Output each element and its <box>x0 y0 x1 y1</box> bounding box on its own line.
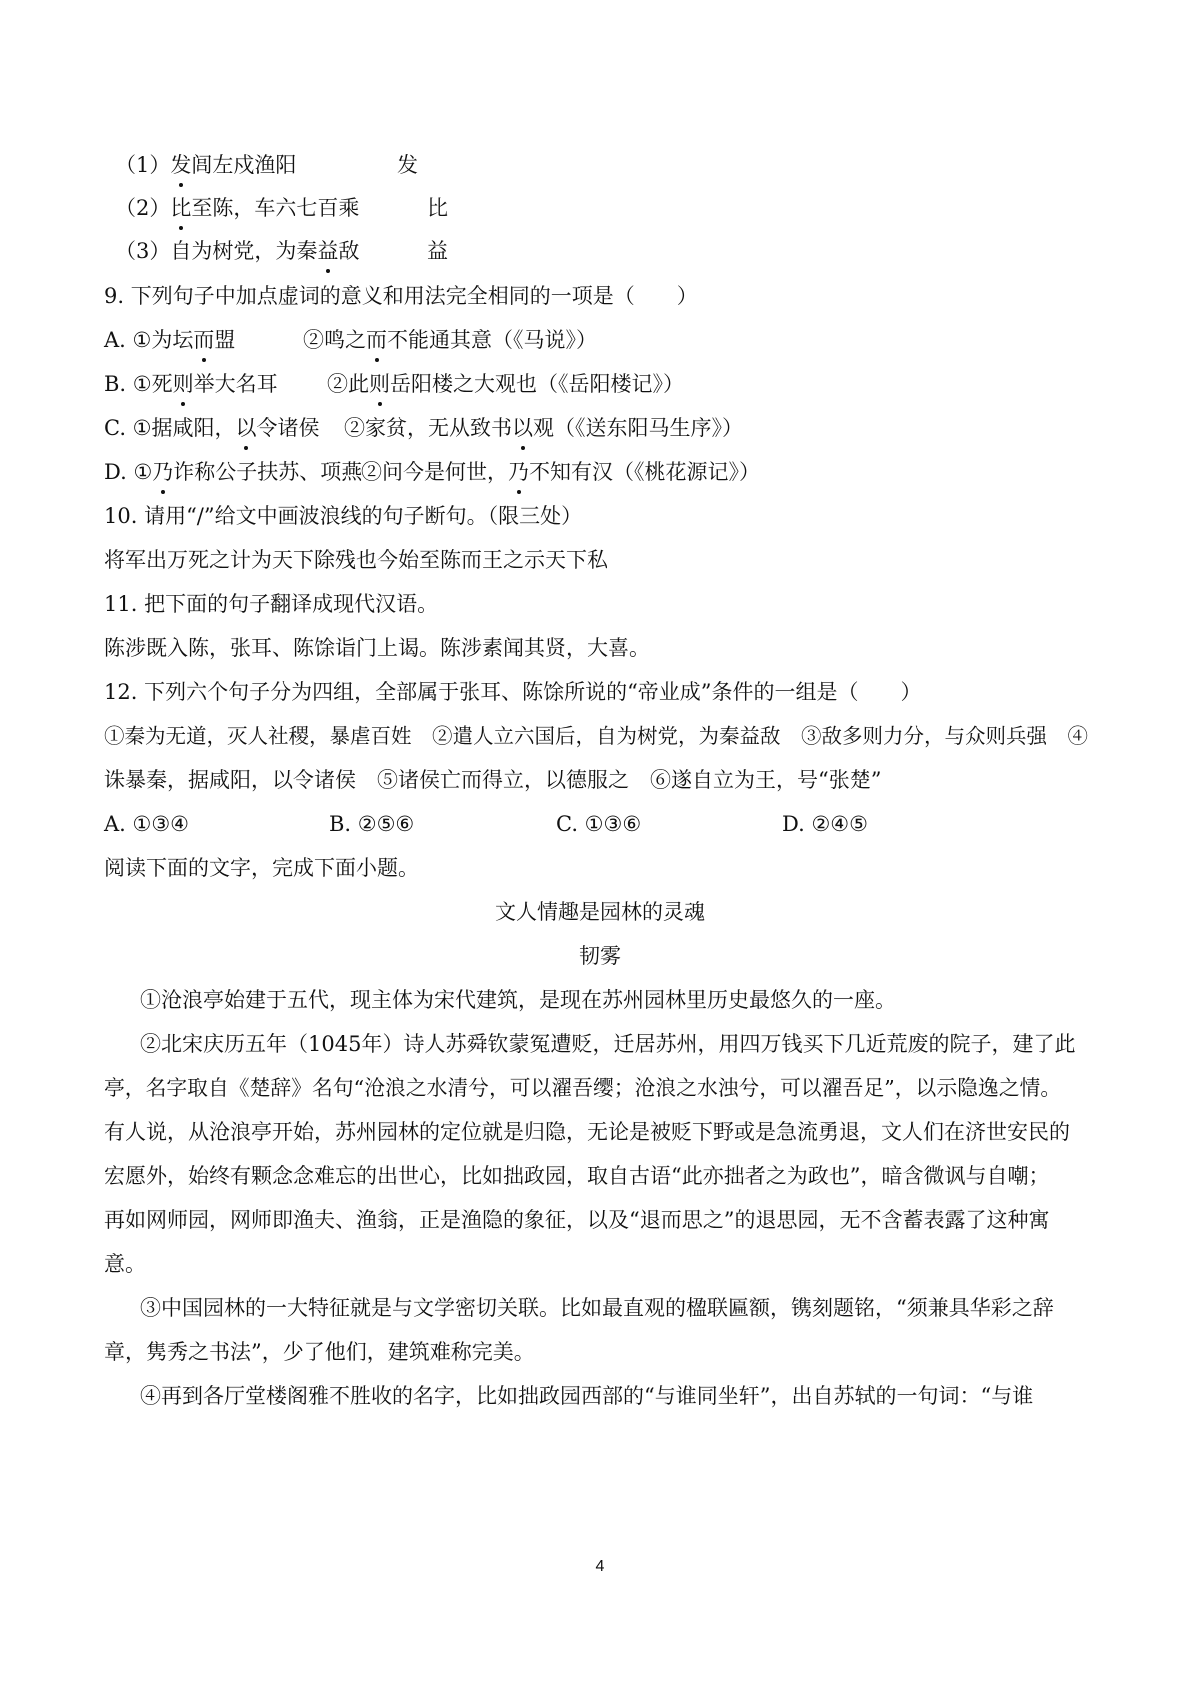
emphasis-char: 益 <box>317 236 338 266</box>
paragraph-line: 章，隽秀之书法”，少了他们，建筑难称完美。 <box>104 1340 535 1364</box>
q8-item-2: （2）比至陈，车六七百乘 <box>115 193 359 223</box>
q8-answer-1: 发 <box>397 153 418 177</box>
emphasis-char: 乃 <box>508 457 529 487</box>
paragraph-line: ②北宋庆历五年（1045年）诗人苏舜钦蒙冤遭贬，迁居苏州，用四万钱买下几近荒废的院子，建了此 <box>140 1032 1076 1056</box>
q9-option-b-second: ②此则岳阳楼之大观也（《岳阳楼记》） <box>327 369 684 399</box>
emphasis-char: 而 <box>193 325 214 355</box>
emphasis-char: 则 <box>173 369 194 399</box>
emphasis-char: 发 <box>170 150 191 180</box>
q9-stem: 9. 下列句子中加点虚词的意义和用法完全相同的一项是（ ） <box>104 284 698 308</box>
q9-option-c-second: ②家贫，无从致书以观（《送东阳马生序》） <box>344 413 743 443</box>
reading-intro: 阅读下面的文字，完成下面小题。 <box>104 856 419 880</box>
q11-stem: 11. 把下面的句子翻译成现代汉语。 <box>104 592 439 616</box>
emphasis-char: 以 <box>512 413 533 443</box>
q9-option-c: C. ①据咸阳，以令诸侯 <box>104 413 320 443</box>
paragraph-line: 再如网师园，网师即渔夫、渔翁，正是渔隐的象征，以及“退而思之”的退思园，无不含蓄表露了这种寓 <box>104 1208 1050 1232</box>
page-number: 4 <box>595 1558 605 1575</box>
q9-option-d-second: ②问今是何世，乃不知有汉（《桃花源记》） <box>361 457 760 487</box>
q8-answer-3: 益 <box>427 239 448 263</box>
emphasis-char: 则 <box>369 369 390 399</box>
emphasis-char: 而 <box>366 325 387 355</box>
q8-item-3: （3）自为树党，为秦益敌 <box>115 236 359 266</box>
q8-item-1: （1）发闾左戍渔阳 <box>115 150 296 180</box>
q12-option-d: D. ②④⑤ <box>782 812 868 836</box>
q10-stem: 10. 请用“/”给文中画波浪线的句子断句。（限三处） <box>104 504 583 528</box>
q12-option-a: A. ①③④ <box>104 812 189 836</box>
q11-text: 陈涉既入陈，张耳、陈馀诣门上谒。陈涉素闻其贤，大喜。 <box>104 636 650 660</box>
paragraph-line: ①沧浪亭始建于五代，现主体为宋代建筑，是现在苏州园林里历史最悠久的一座。 <box>140 988 896 1012</box>
q9-option-b: B. ①死则举大名耳 <box>104 369 278 399</box>
q12-statements-line-1: ①秦为无道，灭人社稷，暴虐百姓 ②遣人立六国后，自为树党，为秦益敌 ③敌多则力分，与众则兵强 ④ <box>104 724 1088 748</box>
paragraph-line: 有人说，从沧浪亭开始，苏州园林的定位就是归隐，无论是被贬下野或是急流勇退，文人们在济世安民的 <box>104 1120 1070 1144</box>
q9-option-a: A. ①为坛而盟 <box>104 325 235 355</box>
q9-option-a-second: ②鸣之而不能通其意（《马说》） <box>303 325 597 355</box>
q8-answer-2: 比 <box>427 196 448 220</box>
q12-statements-line-2: 诛暴秦，据咸阳，以令诸侯 ⑤诸侯亡而得立，以德服之 ⑥遂自立为王，号“张楚” <box>104 768 882 792</box>
q12-option-b: B. ②⑤⑥ <box>329 812 415 836</box>
emphasis-char: 以 <box>236 413 257 443</box>
q12-option-c: C. ①③⑥ <box>556 812 642 836</box>
passage-title: 文人情趣是园林的灵魂 <box>495 900 705 924</box>
emphasis-char: 比 <box>170 193 191 223</box>
paragraph-line: ④再到各厅堂楼阁雅不胜收的名字，比如拙政园西部的“与谁同坐轩”，出自苏轼的一句词：“与谁 <box>140 1384 1034 1408</box>
paragraph-line: 意。 <box>104 1252 146 1276</box>
emphasis-char: 乃 <box>152 457 173 487</box>
q12-stem: 12. 下列六个句子分为四组，全部属于张耳、陈馀所说的“帝业成”条件的一组是（ ） <box>104 680 922 704</box>
q10-text: 将军出万死之计为天下除残也今始至陈而王之示天下私 <box>104 548 608 572</box>
q9-option-d: D. ①乃诈称公子扶苏、项燕 <box>104 457 362 487</box>
passage-author: 韧雾 <box>579 944 621 968</box>
paragraph-line: 亭，名字取自《楚辞》名句“沧浪之水清兮，可以濯吾缨；沧浪之水浊兮，可以濯吾足”，以示隐逸之情。 <box>104 1076 1062 1100</box>
paragraph-line: ③中国园林的一大特征就是与文学密切关联。比如最直观的楹联匾额，镌刻题铭，“须兼具华彩之辞 <box>140 1296 1054 1320</box>
paragraph-line: 宏愿外，始终有颗念念难忘的出世心，比如拙政园，取自古语“此亦拙者之为政也”，暗含微讽与自嘲； <box>104 1164 1050 1188</box>
